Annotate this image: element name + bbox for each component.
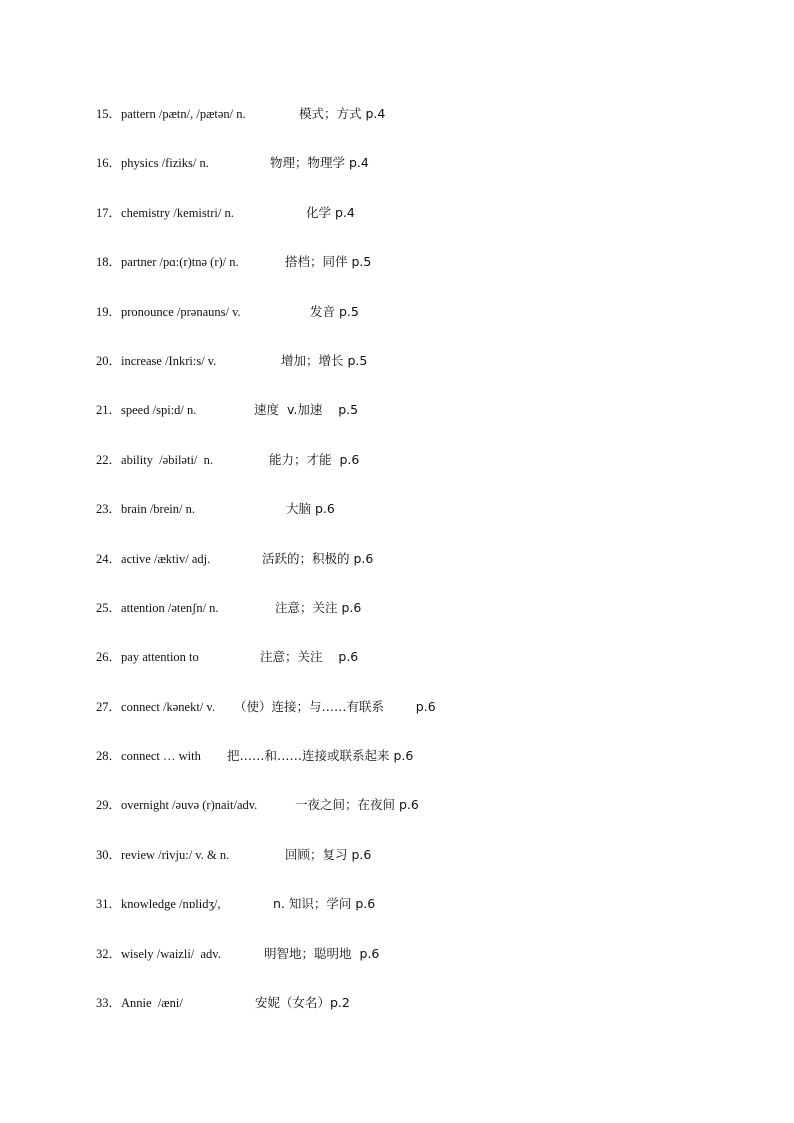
entry-definition: 明智地；聪明地 p.6 [264,945,380,961]
list-item [96,597,756,646]
entry-definition: 安妮（女名）p.2 [255,995,350,1011]
entry-definition: 把……和……连接或联系起来 p.6 [227,748,414,764]
entry-term: active /æktiv/ adj. [121,551,211,566]
entry-separator: ． [108,107,122,121]
entry-number: 22 [96,452,109,467]
entry-separator: ． [108,996,122,1011]
list-item [96,103,756,152]
list-item [96,844,756,893]
entry-separator: ． [108,946,122,961]
entry-definition: 注意；关注 p.6 [260,649,359,665]
entry-term: pay attention to [121,650,199,665]
entry-separator: ． [108,502,122,517]
entry-definition: 注意；关注 p.6 [275,599,362,615]
entry-definition: 回顾；复习 p.6 [285,846,372,862]
entry-term: brain /brein/ n. [121,502,195,517]
entry-separator: ． [108,650,122,665]
entry-term: speed /spi:d/ n. [121,403,197,418]
entry-number: 17 [96,205,109,220]
entry-number: 21 [96,403,109,418]
entry-term: pattern /pætn/, /pætən/ n. [121,107,246,121]
list-item [96,350,756,399]
entry-definition: 一夜之间；在夜间 p.6 [295,797,419,813]
entry-number: 27 [96,699,109,714]
entry-definition: 物理；物理学 p.4 [270,155,369,171]
entry-separator: ． [108,749,122,764]
entry-definition: 速度 v.加速 p.5 [254,402,359,418]
entry-number: 20 [96,353,109,368]
entry-term: knowledge /nɒlidʒ/, [121,897,221,912]
list-item [96,498,756,547]
list-item [96,202,756,251]
entry-separator: ． [108,798,122,813]
entry-term: ability /əbiləti/ n. [121,452,214,467]
entry-term: pronounce /prənauns/ v. [121,304,241,319]
list-item [96,548,756,597]
list-item [96,399,756,448]
list-item [96,943,756,992]
entry-definition: 活跃的；积极的 p.6 [262,550,374,566]
entry-number: 26 [96,650,109,665]
entry-definition: （使）连接；与……有联系 p.6 [234,698,436,714]
entry-number: 25 [96,600,109,615]
entry-separator: ． [108,403,122,418]
entry-term: chemistry /kemistri/ n. [121,205,234,220]
list-item [96,251,756,300]
list-item [96,449,756,498]
entry-number: 23 [96,502,109,517]
entry-term: review /rivju:/ v. & n. [121,847,230,862]
entry-separator: ． [108,847,122,862]
entry-definition: n. 知识；学问 p.6 [273,896,376,912]
entry-term: partner /pɑ:(r)tnə (r)/ n. [121,255,239,270]
entry-number: 31 [96,897,109,912]
entry-separator: ． [108,897,122,912]
entry-separator: ． [108,551,122,566]
entry-definition: 能力；才能 p.6 [269,451,360,467]
entry-number: 30 [96,847,109,862]
entry-term: wisely /waizli/ adv. [121,946,221,961]
entry-separator: ． [108,699,122,714]
entry-number: 24 [96,551,109,566]
entry-definition: 大脑 p.6 [286,501,335,517]
entry-term: increase /Inkri:s/ v. [121,353,217,368]
entry-separator: ． [108,255,122,270]
entry-term: connect … with [121,749,201,764]
entry-number: 28 [96,749,109,764]
entry-separator: ． [108,600,122,615]
entry-term: overnight /əuvə (r)nait/adv. [121,798,258,813]
entry-term: connect /kənekt/ v. [121,699,215,714]
entry-number: 15 [96,107,109,121]
entry-definition: 模式；方式 p.4 [299,106,386,121]
entry-number: 32 [96,946,109,961]
entry-separator: ． [108,353,122,368]
entry-separator: ． [108,452,122,467]
entry-definition: 增加；增长 p.5 [281,352,368,368]
list-item [96,646,756,695]
entry-separator: ． [108,205,122,220]
entry-separator: ． [108,156,122,171]
entry-definition: 化学 p.4 [306,204,355,220]
entry-definition: 搭档；同伴 p.5 [285,254,372,270]
entry-term: attention /ətenʃn/ n. [121,600,219,615]
list-item [96,992,756,1041]
entry-number: 29 [96,798,109,813]
entry-term: Annie /æni/ [121,996,183,1011]
list-item [96,696,756,745]
list-item [96,745,756,794]
vocabulary-list [96,103,756,1041]
list-item [96,152,756,201]
entry-term: physics /fiziks/ n. [121,156,209,171]
entry-number: 33 [96,996,109,1011]
entry-definition: 发音 p.5 [310,303,359,319]
entry-number: 16 [96,156,109,171]
entry-separator: ． [108,304,122,319]
list-item [96,893,756,942]
entry-number: 19 [96,304,109,319]
list-item [96,794,756,843]
list-item [96,301,756,350]
entry-number: 18 [96,255,109,270]
